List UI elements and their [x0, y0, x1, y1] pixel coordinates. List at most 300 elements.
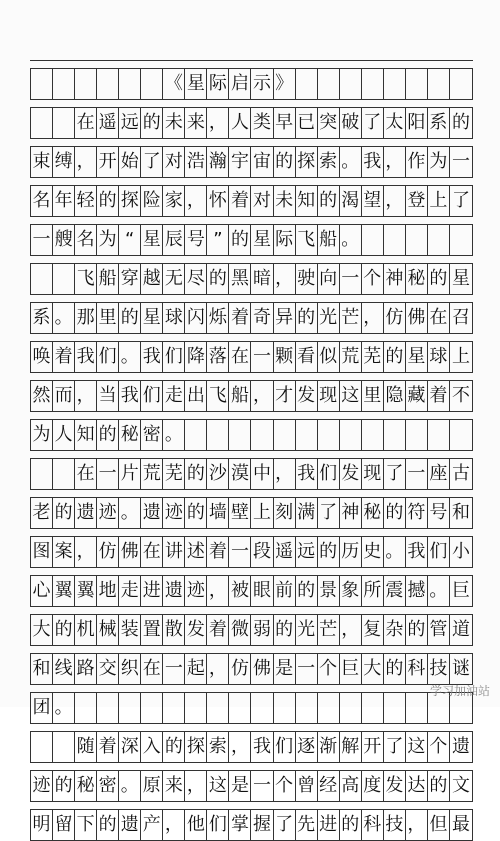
- char-cell: 际: [207, 69, 229, 99]
- char-cell: ，: [185, 771, 207, 801]
- row-spacer: [30, 763, 473, 771]
- row-spacer: [30, 685, 473, 693]
- char-cell: 撼: [406, 576, 428, 606]
- char-cell: 复: [362, 615, 384, 645]
- char-cell: 古: [451, 463, 470, 484]
- text-line: [30, 459, 473, 490]
- char-cell: 奇: [251, 303, 273, 333]
- char-cell: 下: [75, 810, 97, 840]
- row-spacer: [30, 178, 473, 186]
- char-cell: 《: [163, 69, 185, 99]
- char-cell: 我: [296, 459, 318, 489]
- char-cell: 装: [119, 615, 141, 645]
- row-spacer: [30, 802, 473, 810]
- char-cell: 来: [163, 771, 185, 801]
- char-cell: 知: [296, 186, 318, 216]
- char-cell: 落: [207, 342, 229, 372]
- char-cell: 密: [97, 771, 119, 801]
- char-cell: “: [119, 225, 141, 255]
- row-spacer: [30, 334, 473, 342]
- char-cell: 和: [451, 502, 470, 523]
- char-cell: [296, 420, 318, 450]
- char-cell: 遥: [274, 537, 296, 567]
- char-cell: 。: [119, 498, 141, 528]
- char-cell: 似: [318, 342, 340, 372]
- char-cell: 船: [97, 264, 119, 294]
- char-cell: 科: [406, 654, 428, 684]
- char-cell: 一: [451, 151, 470, 172]
- char-cell: 的: [97, 810, 119, 840]
- char-cell: 满: [296, 498, 318, 528]
- char-cell: [384, 225, 406, 255]
- char-cell: 在: [75, 459, 97, 489]
- char-cell: 墙: [207, 498, 229, 528]
- char-cell: 人: [229, 108, 251, 138]
- char-cell: 发: [384, 771, 406, 801]
- char-cell: 文: [451, 775, 470, 796]
- char-cell: 座: [428, 459, 450, 489]
- char-cell: 。: [340, 147, 362, 177]
- char-cell: [31, 108, 53, 138]
- char-cell: 》: [274, 69, 296, 99]
- char-cell: 的: [296, 576, 318, 606]
- char-cell: [53, 732, 75, 762]
- char-cell: 片: [119, 459, 141, 489]
- char-cell: 谜: [451, 658, 470, 679]
- char-cell: 号: [185, 225, 207, 255]
- text-line: [30, 147, 473, 178]
- char-cell: 留: [53, 810, 75, 840]
- text-line: [30, 576, 473, 607]
- char-cell: 星: [406, 342, 428, 372]
- char-cell: 已: [296, 108, 318, 138]
- char-cell: 束: [31, 147, 53, 177]
- char-cell: 神: [384, 264, 406, 294]
- char-cell: 遗: [163, 576, 185, 606]
- char-cell: 的: [53, 615, 75, 645]
- char-cell: 艘: [53, 225, 75, 255]
- char-cell: 来: [185, 108, 207, 138]
- char-cell: 散: [163, 615, 185, 645]
- grid-row: [30, 334, 473, 373]
- char-cell: 随: [75, 732, 97, 762]
- char-cell: ”: [207, 225, 229, 255]
- char-cell: 星: [251, 225, 273, 255]
- char-cell: 着: [207, 537, 229, 567]
- char-cell: 一: [251, 342, 273, 372]
- char-cell: 的: [451, 112, 470, 133]
- char-cell: [207, 693, 229, 723]
- char-cell: [362, 693, 384, 723]
- char-cell: 着: [207, 615, 229, 645]
- char-cell: 的: [97, 420, 119, 450]
- char-cell: 进: [141, 576, 163, 606]
- char-cell: 上: [251, 498, 273, 528]
- char-cell: 的: [384, 654, 406, 684]
- char-cell: 突: [318, 108, 340, 138]
- char-cell: 但: [428, 810, 450, 840]
- char-cell: 那: [75, 303, 97, 333]
- char-cell: 们: [163, 342, 185, 372]
- char-cell: [97, 69, 119, 99]
- char-cell: 我: [75, 342, 97, 372]
- char-cell: 里: [362, 381, 384, 411]
- char-cell: 而: [53, 381, 75, 411]
- char-cell: 佛: [119, 537, 141, 567]
- char-cell: 一: [406, 459, 428, 489]
- row-spacer: [30, 724, 473, 732]
- char-cell: 为: [97, 225, 119, 255]
- char-cell: 心: [31, 576, 53, 606]
- char-cell: 的: [384, 498, 406, 528]
- char-cell: 穿: [119, 264, 141, 294]
- char-cell: 达: [406, 771, 428, 801]
- char-cell: 一: [97, 459, 119, 489]
- char-cell: 飞: [296, 225, 318, 255]
- char-cell: 索: [318, 147, 340, 177]
- char-cell: 团: [31, 693, 53, 723]
- char-cell: 的: [207, 264, 229, 294]
- char-cell: [75, 69, 97, 99]
- char-cell: 颗: [274, 342, 296, 372]
- char-cell: 老: [31, 498, 53, 528]
- text-line: [30, 810, 473, 841]
- char-cell: 翼: [75, 576, 97, 606]
- char-cell: [274, 420, 296, 450]
- char-cell: 仿: [229, 654, 251, 684]
- char-cell: 荒: [141, 459, 163, 489]
- char-cell: 技: [384, 810, 406, 840]
- char-cell: 漠: [229, 459, 251, 489]
- char-cell: 飞: [75, 264, 97, 294]
- char-cell: 个: [318, 654, 340, 684]
- char-cell: [185, 420, 207, 450]
- char-cell: [450, 420, 472, 450]
- char-cell: 渴: [340, 186, 362, 216]
- char-cell: [75, 693, 97, 723]
- char-cell: 象: [340, 576, 362, 606]
- char-cell: 壁: [229, 498, 251, 528]
- char-cell: 秘: [362, 498, 384, 528]
- char-cell: 的: [406, 615, 428, 645]
- char-cell: 了: [318, 498, 340, 528]
- char-cell: 走: [163, 381, 185, 411]
- char-cell: 类: [251, 108, 273, 138]
- char-cell: 的: [384, 342, 406, 372]
- char-cell: 秘: [75, 771, 97, 801]
- char-cell: 们: [97, 342, 119, 372]
- char-cell: 起: [185, 654, 207, 684]
- char-cell: 符: [406, 498, 428, 528]
- text-line: [30, 537, 473, 568]
- char-cell: 号: [428, 498, 450, 528]
- char-cell: [406, 69, 428, 99]
- char-cell: 远: [296, 537, 318, 567]
- char-cell: 景: [318, 576, 340, 606]
- char-cell: 渐: [318, 732, 340, 762]
- grid-row: [30, 802, 473, 841]
- grid-row: [30, 61, 473, 100]
- char-cell: 这: [340, 381, 362, 411]
- char-cell: 一: [31, 225, 53, 255]
- char-cell: 为: [31, 420, 53, 450]
- char-cell: 机: [75, 615, 97, 645]
- char-cell: [53, 264, 75, 294]
- char-cell: [362, 225, 384, 255]
- char-cell: 芒: [318, 615, 340, 645]
- char-cell: [450, 225, 472, 255]
- grid-row: [30, 139, 473, 178]
- char-cell: 了: [362, 108, 384, 138]
- char-cell: 黑: [229, 264, 251, 294]
- text-line: [30, 342, 473, 373]
- char-cell: 缚: [53, 147, 75, 177]
- char-cell: 在: [229, 342, 251, 372]
- char-cell: 辰: [163, 225, 185, 255]
- char-cell: 隐: [384, 381, 406, 411]
- char-cell: 远: [119, 108, 141, 138]
- char-cell: 和: [31, 654, 53, 684]
- char-cell: 翼: [53, 576, 75, 606]
- char-cell: 讲: [163, 537, 185, 567]
- char-cell: 飞: [207, 381, 229, 411]
- char-cell: 芒: [340, 303, 362, 333]
- char-cell: [296, 693, 318, 723]
- char-cell: 越: [141, 264, 163, 294]
- text-line: [30, 186, 473, 217]
- char-cell: 当: [97, 381, 119, 411]
- char-cell: 仿: [384, 303, 406, 333]
- char-cell: 船: [229, 381, 251, 411]
- char-cell: 的: [185, 498, 207, 528]
- char-cell: 了: [274, 810, 296, 840]
- char-cell: 向: [318, 264, 340, 294]
- text-line: [30, 693, 473, 724]
- char-cell: 逐: [296, 732, 318, 762]
- char-cell: 大: [31, 615, 53, 645]
- grid-row: [30, 217, 473, 256]
- char-cell: 一: [229, 537, 251, 567]
- char-cell: ，: [340, 615, 362, 645]
- char-cell: 微: [229, 615, 251, 645]
- char-cell: 阳: [406, 108, 428, 138]
- char-cell: ，: [229, 732, 251, 762]
- char-cell: 们: [274, 732, 296, 762]
- char-cell: 才: [274, 381, 296, 411]
- char-cell: 现: [318, 381, 340, 411]
- char-cell: 藏: [406, 381, 428, 411]
- char-cell: 遗: [119, 810, 141, 840]
- char-cell: [53, 108, 75, 138]
- char-cell: 们: [141, 381, 163, 411]
- row-spacer: [30, 295, 473, 303]
- char-cell: 名: [75, 225, 97, 255]
- char-cell: [185, 693, 207, 723]
- char-cell: 神: [340, 498, 362, 528]
- char-cell: [406, 693, 428, 723]
- char-cell: 知: [75, 420, 97, 450]
- char-cell: 械: [97, 615, 119, 645]
- char-cell: 无: [163, 264, 185, 294]
- text-line: [30, 225, 473, 256]
- char-cell: 宇: [229, 147, 251, 177]
- char-cell: [53, 69, 75, 99]
- text-line: [30, 420, 473, 451]
- char-cell: ，: [75, 147, 97, 177]
- char-cell: 在: [141, 537, 163, 567]
- char-cell: 在: [141, 654, 163, 684]
- char-cell: 路: [75, 654, 97, 684]
- char-cell: [251, 693, 273, 723]
- char-cell: 置: [141, 615, 163, 645]
- char-cell: 迹: [163, 498, 185, 528]
- char-cell: 芜: [163, 459, 185, 489]
- char-cell: 佛: [406, 303, 428, 333]
- char-cell: 船: [318, 225, 340, 255]
- char-cell: 。: [53, 693, 75, 723]
- char-cell: 了: [384, 732, 406, 762]
- char-cell: 年: [53, 186, 75, 216]
- char-cell: 宙: [251, 147, 273, 177]
- char-cell: 们: [428, 537, 450, 567]
- row-spacer: [30, 451, 473, 459]
- watermark: 学习加油站: [429, 684, 490, 698]
- char-cell: 织: [119, 654, 141, 684]
- char-cell: 前: [274, 576, 296, 606]
- row-spacer: [30, 646, 473, 654]
- char-cell: 一: [340, 264, 362, 294]
- char-cell: 的: [119, 303, 141, 333]
- char-cell: 系: [428, 108, 450, 138]
- char-cell: 的: [53, 498, 75, 528]
- char-cell: 降: [185, 342, 207, 372]
- char-cell: 图: [31, 537, 53, 567]
- char-cell: 星: [451, 268, 470, 289]
- char-cell: [384, 420, 406, 450]
- char-cell: [31, 264, 53, 294]
- grid-row: [30, 490, 473, 529]
- char-cell: 的: [428, 264, 450, 294]
- char-cell: 索: [207, 732, 229, 762]
- char-cell: 这: [207, 771, 229, 801]
- char-cell: [340, 420, 362, 450]
- char-cell: 经: [318, 771, 340, 801]
- char-cell: 破: [340, 108, 362, 138]
- char-cell: 巨: [340, 654, 362, 684]
- char-cell: 发: [296, 381, 318, 411]
- char-cell: 着: [229, 303, 251, 333]
- char-cell: 的: [340, 810, 362, 840]
- char-cell: 秘: [406, 264, 428, 294]
- char-cell: 。: [119, 342, 141, 372]
- row-spacer: [30, 607, 473, 615]
- char-cell: 秘: [119, 420, 141, 450]
- char-cell: [428, 69, 450, 99]
- char-cell: ，: [384, 147, 406, 177]
- char-cell: 深: [119, 732, 141, 762]
- char-cell: 在: [428, 303, 450, 333]
- char-cell: 迹: [97, 498, 119, 528]
- char-cell: [141, 69, 163, 99]
- char-cell: 系: [31, 303, 53, 333]
- char-cell: 进: [318, 810, 340, 840]
- grid-row: [30, 412, 473, 451]
- char-cell: 对: [163, 147, 185, 177]
- char-cell: ，: [384, 186, 406, 216]
- char-cell: 刻: [274, 498, 296, 528]
- char-cell: ，: [75, 381, 97, 411]
- text-line: [30, 771, 473, 802]
- char-cell: 的: [318, 537, 340, 567]
- char-cell: 着: [229, 186, 251, 216]
- grid-row: [30, 295, 473, 334]
- char-cell: 的: [185, 459, 207, 489]
- char-cell: [229, 420, 251, 450]
- char-cell: 异: [274, 303, 296, 333]
- char-cell: 。: [163, 420, 185, 450]
- char-cell: 着: [428, 381, 450, 411]
- char-cell: 是: [274, 654, 296, 684]
- char-cell: 他: [185, 810, 207, 840]
- char-cell: 家: [163, 186, 185, 216]
- row-spacer: [30, 217, 473, 225]
- char-cell: 然: [31, 381, 53, 411]
- char-cell: 为: [428, 147, 450, 177]
- char-cell: [274, 693, 296, 723]
- text-line: [30, 732, 473, 763]
- char-cell: ，: [207, 108, 229, 138]
- char-cell: [141, 693, 163, 723]
- char-cell: 的: [318, 186, 340, 216]
- char-cell: 怀: [207, 186, 229, 216]
- char-cell: 技: [428, 654, 450, 684]
- text-line: [30, 615, 473, 646]
- char-cell: 史: [362, 537, 384, 567]
- row-spacer: [30, 256, 473, 264]
- char-cell: 线: [53, 654, 75, 684]
- char-cell: 一: [296, 654, 318, 684]
- char-cell: 遗: [141, 498, 163, 528]
- char-cell: 光: [318, 303, 340, 333]
- char-cell: 掌: [229, 810, 251, 840]
- char-cell: 道: [451, 619, 470, 640]
- char-cell: ，: [274, 459, 296, 489]
- char-cell: 星: [185, 69, 207, 99]
- char-cell: 球: [163, 303, 185, 333]
- char-cell: 了: [141, 147, 163, 177]
- char-cell: 荒: [340, 342, 362, 372]
- row-spacer: [30, 139, 473, 147]
- char-cell: 。: [119, 771, 141, 801]
- char-cell: 被: [229, 576, 251, 606]
- char-cell: 我: [406, 537, 428, 567]
- char-cell: 地: [97, 576, 119, 606]
- char-cell: ，: [185, 186, 207, 216]
- char-cell: 的: [274, 615, 296, 645]
- row-spacer: [30, 100, 473, 108]
- char-cell: 迹: [31, 771, 53, 801]
- char-cell: 了: [384, 459, 406, 489]
- char-cell: 我: [251, 732, 273, 762]
- char-cell: 暗: [251, 264, 273, 294]
- char-cell: 的: [97, 186, 119, 216]
- char-cell: [97, 693, 119, 723]
- char-cell: 登: [406, 186, 428, 216]
- char-cell: 光: [296, 615, 318, 645]
- char-cell: 密: [141, 420, 163, 450]
- char-cell: 在: [75, 108, 97, 138]
- char-cell: 。: [428, 576, 450, 606]
